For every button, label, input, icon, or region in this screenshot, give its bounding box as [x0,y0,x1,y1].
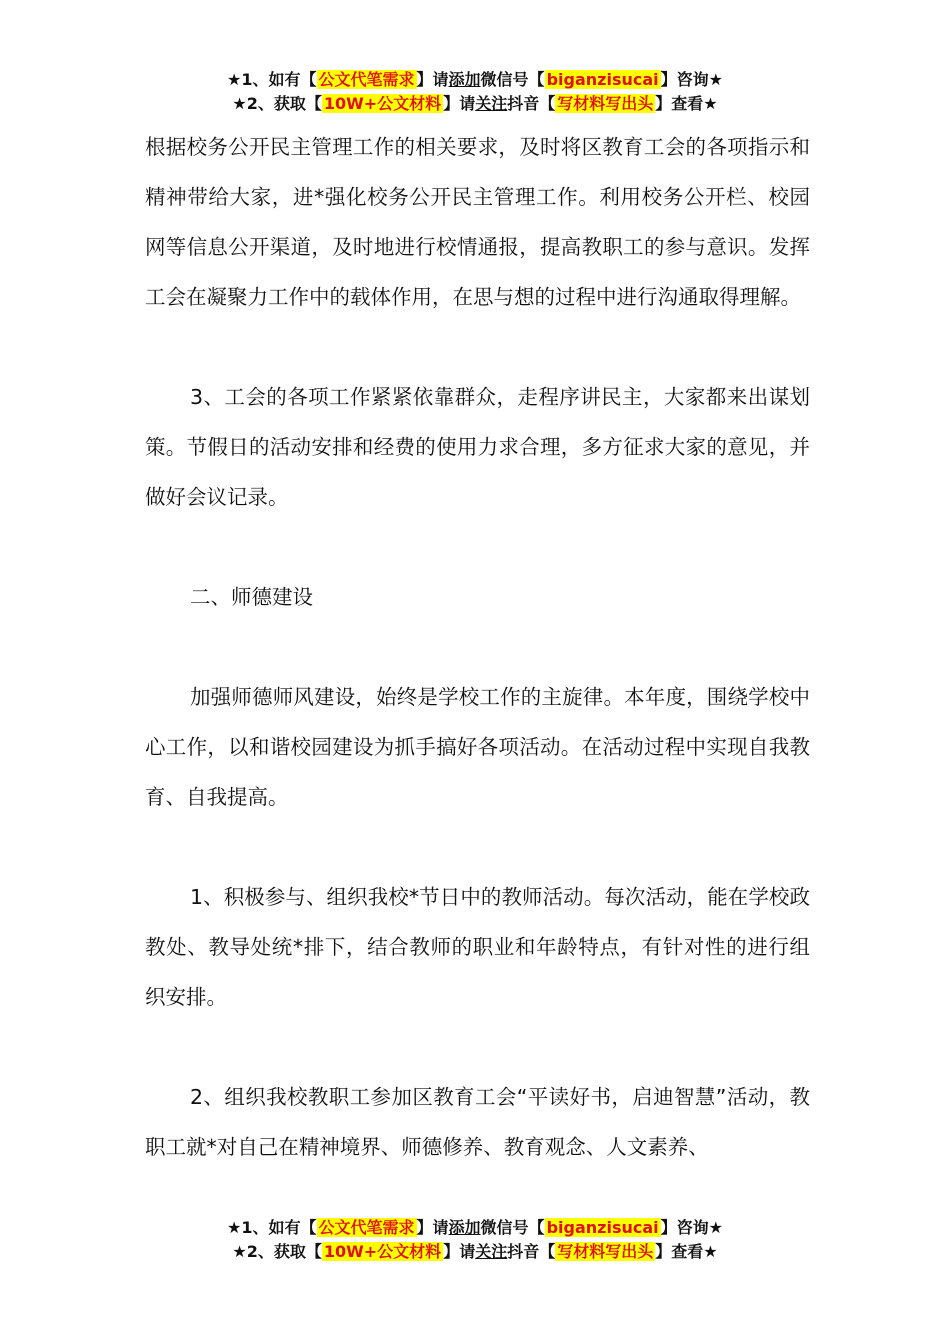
banner-text: ★1、如有【 [227,70,317,89]
highlight-materials: 10W+公文材料 [323,1242,442,1261]
banner-underlined-text: 添加 [448,70,481,89]
section-heading: 二、师德建设 [190,585,313,609]
banner-underlined-text: 关注 [475,1242,508,1261]
banner-text: 微信号【 [480,1218,545,1237]
banner-line-1 [0,1216,950,1240]
paragraph-5: 2、组织我校教职工参加区教育工会“平读好书，启迪智慧”活动，教职工就*对自己在精神境界、师德修养、教育观念、人文素养、 [145,1085,810,1159]
paragraph-4: 1、积极参与、组织我校*节日中的教师活动。每次活动，能在学校政教处、教导处统*排下，结合教师的职业和年龄特点，有针对性的进行组织安排。 [145,885,810,1009]
highlight-service: 公文代笔需求 [318,1218,415,1237]
banner-text: 】咨询★ [660,70,723,89]
banner-text: 抖音【 [507,94,556,113]
spacer [145,1022,810,1072]
banner-text: 】请 [443,94,476,113]
banner-line-2 [0,92,950,116]
spacer [145,822,810,872]
banner-text: ★2、获取【 [232,1242,322,1261]
banner-underlined-text: 关注 [475,94,508,113]
highlight-douyin-account: 写材料写出头 [557,1242,654,1261]
banner-line-2 [0,1240,950,1264]
banner-text: ★1、如有【 [227,1218,317,1237]
banner-text: 微信号【 [480,70,545,89]
paragraph-3: 加强师德师风建设，始终是学校工作的主旋律。本年度，围绕学校中心工作，以和谐校园建设为抓手搞好各项活动。在活动过程中实现自我教育、自我提高。 [145,685,810,809]
paragraph-2: 3、工会的各项工作紧紧依靠群众，走程序讲民主，大家都来出谋划策。节假日的活动安排和经费的使用力求合理，多方征求大家的意见，并做好会议记录。 [145,385,810,509]
banner-underlined-text: 添加 [448,1218,481,1237]
banner-text: 】请 [416,70,449,89]
banner-text: 】请 [443,1242,476,1261]
banner-text: 】查看★ [655,94,718,113]
banner-text: 抖音【 [507,1242,556,1261]
banner-line-1 [0,68,950,92]
footer-banner [0,1216,950,1264]
highlight-douyin-account: 写材料写出头 [557,94,654,113]
paragraph-1: 根据校务公开民主管理工作的相关要求，及时将区教育工会的各项指示和精神带给大家，进*强化校务公开民主管理工作。利用校务公开栏、校园网等信息公开渠道，及时地进行校情通报，提高教职工的参与意识。发挥工会在凝聚力工作中的载体作用，在思与想的过程中进行沟通取得理解。 [145,135,810,309]
highlight-service: 公文代笔需求 [318,70,415,89]
banner-text: 】咨询★ [660,1218,723,1237]
highlight-wechat-id: biganzisucai [546,70,659,89]
banner-text: 】请 [416,1218,449,1237]
document-body [145,122,810,1172]
highlight-wechat-id: biganzisucai [546,1218,659,1237]
spacer [145,522,810,572]
spacer [145,622,810,672]
header-banner [0,68,950,116]
spacer [145,322,810,372]
banner-text: ★2、获取【 [232,94,322,113]
banner-text: 】查看★ [655,1242,718,1261]
highlight-materials: 10W+公文材料 [323,94,442,113]
